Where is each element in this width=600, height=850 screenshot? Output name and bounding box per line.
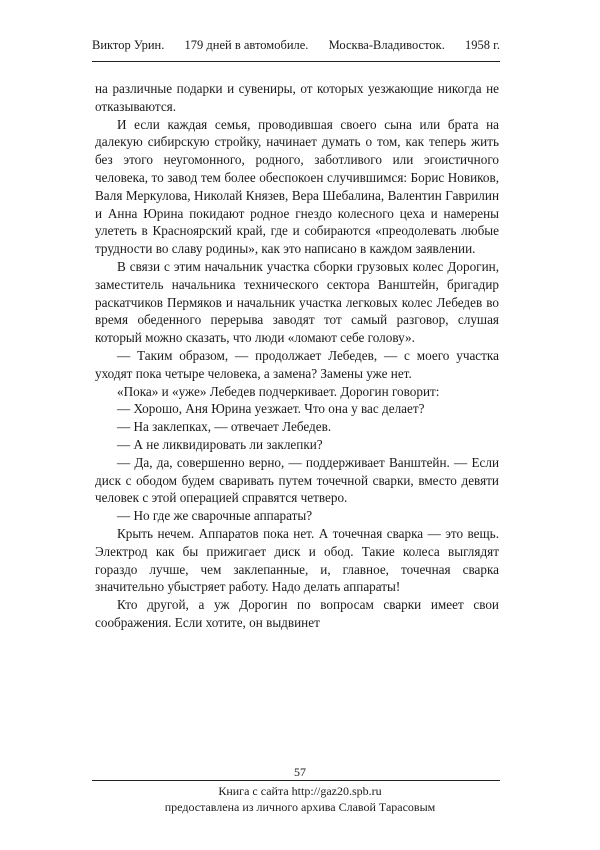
paragraph-4: — Таким образом, — продолжает Лебедев, — с моего участка уходят пока четыре человека, а замена? Замены уже нет. [95, 347, 499, 381]
paragraph-12: Кто другой, а уж Дорогин по вопросам сварки имеет свои соображения. Если хотите, он выдвинет [95, 597, 499, 630]
header-year: 1958 г. [465, 38, 500, 52]
footer-credit-line: предоставлена из личного архива Славой Тарасовым [164, 800, 436, 814]
paragraph-3: В связи с этим начальник участка сборки грузовых колес Дорогин, заместитель начальника технического сектора Ванштейн, бригадир раскатчиков Пермяков и начальник участка легковых колес Лебедев во время обеденного перерыва заводят тот самый разговор, слушая который можно сказать, что люди «ломают себе голову». [95, 258, 499, 346]
paragraph-11: Крыть нечем. Аппаратов пока нет. А точечная сварка — это вещь. Электрод как бы прижигает диск и обод. Такие колеса выглядят гораздо лучше, чем заклепанные, и, главное, точечная сварка значительно убыстряет работу. Надо делать аппараты! [95, 525, 499, 595]
paragraph-8: — А не ликвидировать ли заклепки? [117, 436, 323, 452]
paragraph-1: на различные подарки и сувениры, от которых уезжающие никогда не отказываются. [95, 81, 499, 114]
header-divider [92, 61, 500, 62]
paragraph-2: И если каждая семья, проводившая своего сына или брата на далекую сибирскую стройку, начинает думать о том, как теперь жить без этого неугомонного, родного, заботливого или эгоистичного человека, то завод тем более обеспокоен случившимся: Борис Новиков, Валя Меркулова, Николай Князев, Вера Шебалина, Валентин Гаврилин и Анна Юрина покидают родное гнездо колесного цеха и намерены улететь в Красноярский край, где и собираются «преодолевать любые трудности во славу родины», как это написано в каждом заявлении. [95, 116, 499, 257]
paragraph-9: — Да, да, совершенно верно, — поддерживает Ванштейн. — Если диск с ободом будем сваривать путем точечной сварки, вместо девяти человек с этой операцией справятся четверо. [95, 454, 499, 506]
footer-source-line: Книга с сайта http://gaz20.spb.ru [218, 784, 382, 798]
paragraph-7: — На заклепках, — отвечает Лебедев. [117, 419, 332, 435]
header-title: 179 дней в автомобиле. [184, 38, 309, 52]
header-author: Виктор Урин. [92, 38, 165, 52]
paragraph-6: — Хорошо, Аня Юрина уезжает. Что она у вас делает? [117, 401, 425, 417]
paragraph-5: «Пока» и «уже» Лебедев подчеркивает. Дорогин говорит: [117, 383, 440, 399]
page-number: 57 [294, 765, 306, 779]
header-route: Москва-Владивосток. [328, 38, 445, 52]
running-header [92, 38, 500, 53]
footer-divider [92, 780, 500, 781]
page-footer [0, 783, 600, 815]
page-body [95, 80, 499, 632]
paragraph-10: — Но где же сварочные аппараты? [117, 508, 313, 524]
